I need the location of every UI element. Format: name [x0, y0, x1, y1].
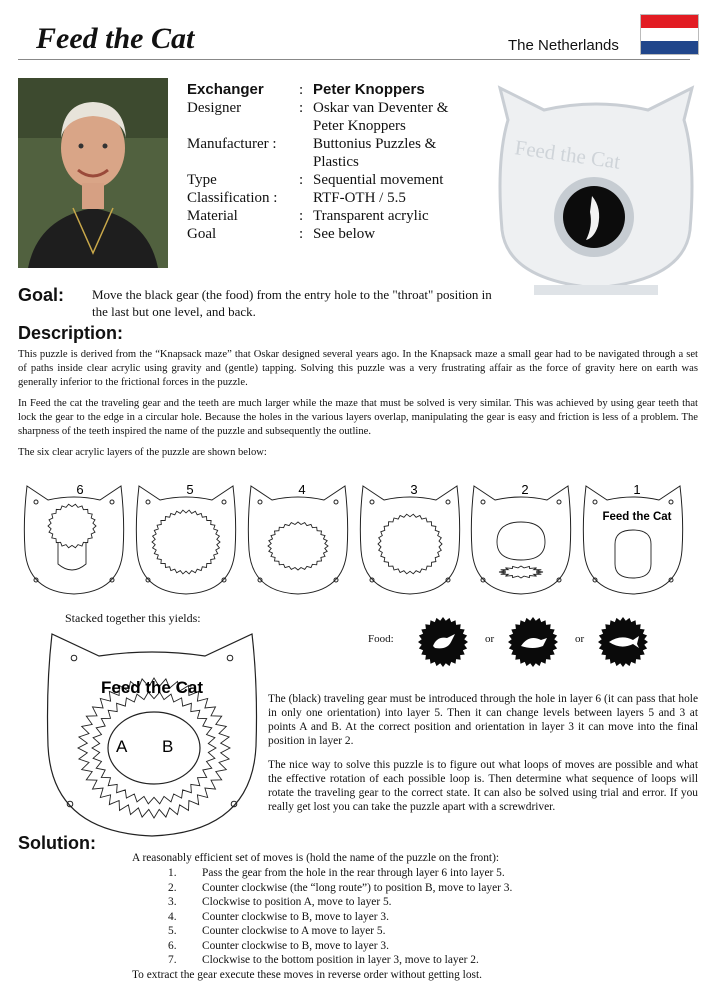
- layer-diagram-2: [469, 480, 572, 598]
- info-row-designer: [187, 99, 473, 135]
- description-paragraph-2: In Feed the cat the traveling gear and the teeth are much larger while the maze that must be solved is very similar. This was achieved by using gear teeth that lock the gear to the edge in a circular hole. Because the holes in the various layers overlap, manipulating the gear is easy and friction is less of a problem. The sharpness of the teeth inspired the name of the puzzle and subsequently the outline.: [18, 398, 698, 437]
- info-key: Classification :: [187, 190, 278, 206]
- point-a-label: A: [116, 737, 128, 756]
- travel-paragraph: The (black) traveling gear must be introduced through the hole in layer 6 (it can pass that hole in only one orientation) into layer 5. Then it can change levels between layers 5 and 3 at points A and B. At the correct position and orientation in layer 3 it can move into the final position in layer 2.: [268, 693, 698, 747]
- layer-number: 2: [521, 482, 529, 497]
- screw-hole: [370, 500, 374, 504]
- step-text: Clockwise to position A, move to layer 5.: [202, 896, 392, 908]
- layer-diagram-5: [134, 480, 237, 598]
- solution-outro: To extract the gear execute these moves in reverse order without getting lost.: [132, 969, 482, 981]
- info-row-manufacturer: [187, 135, 473, 171]
- screw-hole: [258, 500, 262, 504]
- layer-diagram-6: [22, 480, 125, 598]
- screw-hole: [110, 500, 114, 504]
- info-key: Material: [187, 208, 238, 224]
- or-label: or: [485, 633, 495, 645]
- info-row-goal: [187, 225, 473, 243]
- layer-diagram-1: [581, 480, 684, 598]
- info-value: Buttonius Puzzles & Plastics: [313, 136, 437, 170]
- step-number: 4.: [168, 910, 177, 923]
- solution-step: [168, 910, 512, 925]
- step-number: 2.: [168, 881, 177, 894]
- solution-intro: A reasonably efficient set of moves is (hold the name of the puzzle on the front):: [132, 852, 500, 864]
- flag-stripe-white: [641, 28, 698, 41]
- layer-diagram-4: [246, 480, 349, 598]
- screw-hole: [146, 500, 150, 504]
- step-text: Pass the gear from the hole in the rear through layer 6 into layer 5.: [202, 867, 505, 879]
- description-heading: Description:: [18, 323, 124, 343]
- info-colon: [299, 189, 313, 207]
- description-paragraph-3: The six clear acrylic layers of the puzzle are shown below:: [18, 447, 267, 458]
- point-b-label: B: [162, 737, 174, 756]
- info-row-type: [187, 171, 473, 189]
- screw-hole: [669, 500, 673, 504]
- info-colon: :: [299, 172, 304, 188]
- step-text: Counter clockwise to B, move to layer 3.: [202, 910, 389, 923]
- info-key: Manufacturer :: [187, 136, 277, 152]
- info-value: Transparent acrylic: [313, 208, 429, 224]
- step-number: 1.: [168, 867, 177, 879]
- step-number: 3.: [168, 896, 177, 908]
- country-label: The Netherlands: [508, 37, 619, 54]
- layer-number: 5: [186, 482, 194, 497]
- stacked-label: Stacked together this yields:: [65, 611, 201, 625]
- info-colon: :: [299, 208, 304, 224]
- puzzle-photo: [494, 80, 698, 300]
- solution-heading: Solution:: [18, 833, 96, 853]
- screw-hole: [593, 500, 597, 504]
- info-row-exchanger: [187, 81, 473, 99]
- layer-number: 3: [410, 482, 418, 497]
- step-text: Clockwise to the bottom position in layer 3, move to layer 2.: [202, 954, 479, 966]
- solution-step: [168, 866, 512, 881]
- layer-number: 1: [633, 482, 641, 497]
- netherlands-flag-icon: [640, 14, 699, 55]
- info-value: Peter Knoppers: [313, 81, 425, 98]
- info-key: Goal: [187, 226, 217, 242]
- info-colon: :: [299, 82, 304, 98]
- info-value: Sequential movement: [313, 172, 444, 188]
- solution-steps: [168, 866, 512, 968]
- goal-text: Move the black gear (the food) from the entry hole to the "throat" position in the last but one level, and back.: [92, 287, 492, 319]
- step-text: Counter clockwise to A move to layer 5.: [202, 925, 386, 937]
- info-value: See below: [313, 226, 376, 242]
- flag-stripe-blue: [641, 41, 698, 54]
- description-paragraph-1: This puzzle is derived from the “Knapsack maze” that Oskar designed several years ago. In the Knapsack maze a small gear had to be navigated through a set of paths inside clear acrylic using gravity and (gentle) tapping. Solving this puzzle was a very frustrating affair as the force of gravity here on earth was generally inferior to the frictional forces in the puzzle.: [18, 349, 698, 388]
- step-text: Counter clockwise to B, move to layer 3.: [202, 939, 389, 952]
- layer-number: 4: [298, 482, 306, 497]
- screw-hole: [446, 500, 450, 504]
- screw-hole: [557, 500, 561, 504]
- page-title: Feed the Cat: [36, 22, 195, 55]
- solution-step: [168, 924, 512, 939]
- food-gear-mouse-icon: [507, 616, 559, 668]
- stacked-title: Feed the Cat: [100, 678, 204, 697]
- step-number: 7.: [168, 954, 177, 966]
- info-row-classification: [187, 189, 473, 207]
- puzzle-engraving: Feed the Cat: [513, 135, 622, 174]
- food-gear-bird-icon: [417, 616, 469, 668]
- exchanger-portrait: [18, 78, 168, 268]
- layer-diagram-3: [358, 480, 461, 598]
- food-label: Food:: [368, 633, 394, 645]
- info-key: Designer: [187, 100, 242, 116]
- info-colon: :: [299, 226, 304, 242]
- screw-hole: [334, 500, 338, 504]
- step-number: 5.: [168, 925, 177, 937]
- solution-step: [168, 895, 512, 910]
- info-value: Oskar van Deventer & Peter Knoppers: [313, 100, 449, 134]
- solution-step: [168, 881, 512, 896]
- info-key: Type: [187, 172, 217, 188]
- info-key: Exchanger: [187, 81, 264, 98]
- layer-number: 6: [76, 482, 84, 497]
- food-gear-fish-icon: [597, 616, 649, 668]
- step-text: Counter clockwise (the “long route”) to position B, move to layer 3.: [202, 881, 513, 894]
- step-number: 6.: [168, 939, 177, 952]
- layer-1-label: Feed the Cat: [602, 511, 672, 523]
- or-label: or: [575, 633, 585, 645]
- info-table: [187, 81, 473, 243]
- screw-hole: [481, 500, 485, 504]
- solution-step: [168, 953, 512, 968]
- info-colon: :: [299, 100, 304, 116]
- strategy-paragraph: The nice way to solve this puzzle is to figure out what loops of moves are possible and what the effective rotation of each possible loop is. Then determine what sequence of loops will rotate the traveling gear to the correct state. It can also be solved using trial and error. If you really get lost you can take the puzzle apart with a screwdriver.: [268, 759, 698, 813]
- screw-hole: [222, 500, 226, 504]
- info-row-material: [187, 207, 473, 225]
- info-colon: [299, 135, 313, 171]
- header-divider: [18, 59, 690, 60]
- flag-stripe-red: [641, 15, 698, 28]
- goal-heading: Goal:: [18, 285, 65, 305]
- solution-step: [168, 939, 512, 954]
- screw-hole: [34, 500, 38, 504]
- stacked-diagram: [44, 626, 260, 840]
- info-value: RTF-OTH / 5.5: [313, 190, 406, 206]
